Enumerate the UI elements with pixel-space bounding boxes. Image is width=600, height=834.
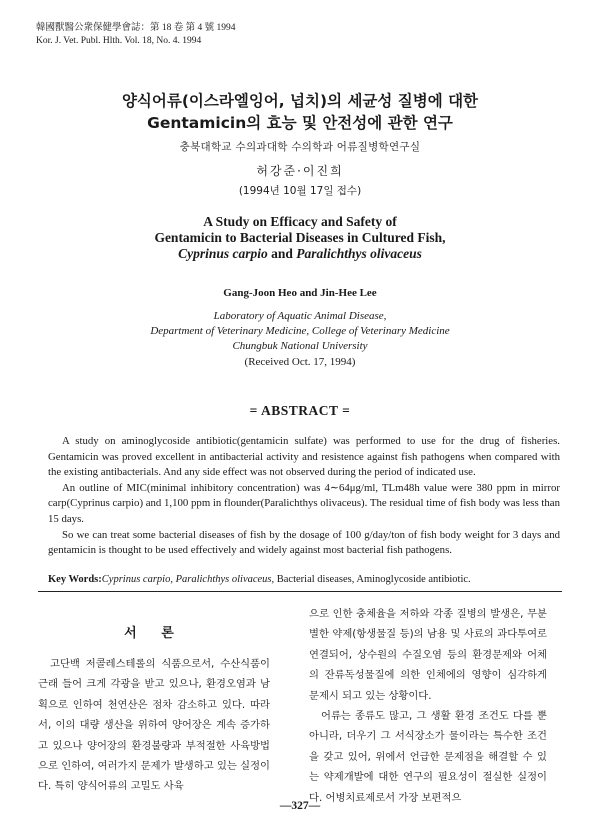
english-title-line3 — [0, 246, 600, 262]
section-divider — [38, 591, 562, 592]
intro-left-column — [38, 654, 270, 797]
korean-received-date: (1994년 10월 17일 접수) — [238, 185, 362, 197]
english-title — [0, 214, 600, 262]
affiliation-university: Chungbuk National University — [232, 340, 368, 352]
journal-header — [36, 22, 236, 48]
keywords-species: Cyprinus carpio, Paralichthys olivaceus, — [101, 574, 275, 585]
english-received-date: (Received Oct. 17, 1994) — [244, 356, 356, 368]
abstract-body — [48, 434, 560, 559]
abstract-paragraph-1: A study on aminoglycoside antibiotic(gentamicin sulfate) was performed to use for the drug of fisheries. Gentamicin was proved excellent in antibacterial activity and resistence against fish pathogens when compared with the existing antibacterials. And any side effect was not observed during the period of indicated use. — [48, 435, 560, 479]
english-title-line2: Gentamicin to Bacterial Diseases in Cultured Fish, — [154, 230, 446, 245]
journal-line-korean: 韓國獸醫公衆保健學會誌：第 18 卷 第 4 號 1994 — [36, 23, 236, 33]
introduction-heading: 서 론 — [124, 626, 184, 641]
affiliation-department: Department of Veterinary Medicine, College of Veterinary Medicine — [150, 325, 450, 337]
abstract-paragraph-3: So we can treat some bacterial diseases of fish by the dosage of 100 g/day/ton of fish body weight for 3 days and gentamicin is thought to be used effectively and widely against most bacterial fish pathogens. — [48, 528, 560, 557]
affiliation-lab: Laboratory of Aquatic Animal Disease, — [213, 310, 387, 322]
intro-right-paragraph-1: 으로 인한 충체율을 저하와 각종 질병의 발생은, 무분별한 약제(항생물질 등)의 남용 및 사료의 과다투여로 연결되어, 상수원의 수질오염 등의 환경문제와 어체의 잔류독성물질에 의한 인체에의 영향이 심각하게 문제시 되고 있는 상황이다. — [309, 608, 547, 702]
korean-affiliation: 충북대학교 수의과대학 수의학과 어류질병학연구실 — [179, 141, 421, 153]
intro-left-paragraph: 고단백 저콜레스테롤의 식품으로서, 수산식품이 근래 들어 크게 각광을 받고 있으나, 환경오염과 남획으로 인하여 천연산은 점차 감소하고 있다. 따라서, 이의 대량 생산을 위하여 양어장은 계속 증가하고 있으나 양어장의 환경불량과 부적절한 사육방법으로 인하여, 여러가지 문제가 발생하고 있는 실정이다. 특히 양식어류의 고밀도 사육 — [38, 658, 270, 793]
keywords — [48, 574, 578, 585]
keywords-label: Key Words: — [48, 574, 102, 585]
title-conjunction: and — [267, 246, 297, 261]
species-name-carp: Cyprinus carpio — [178, 246, 268, 261]
keywords-rest: Bacterial diseases, Aminoglycoside antibiotic. — [274, 574, 471, 585]
english-title-line1: A Study on Efficacy and Safety of — [203, 214, 397, 229]
intro-right-paragraph-2: 어류는 종류도 많고, 그 생활 환경 조건도 다를 뿐 아니라, 더우기 그 서식장소가 물이라는 특수한 조건을 갖고 있어, 위에서 언급한 문제점을 해결할 수 있는 약제개발에 대한 연구의 필요성이 절실한 실정이다. 어병치료제로서 가장 보편적으 — [309, 710, 547, 804]
abstract-heading: = ABSTRACT = — [249, 403, 351, 418]
korean-title-line2: Gentamicin의 효능 및 안전성에 관한 연구 — [147, 114, 453, 132]
korean-authors: 허강준·이진희 — [256, 164, 344, 178]
english-affiliation — [0, 309, 600, 354]
species-name-flounder: Paralichthys olivaceus — [296, 246, 422, 261]
abstract-paragraph-2: An outline of MIC(minimal inhibitory concentration) was 4∼64μg/ml, TLm48h value were 380 ppm in mirror carp(Cyprinus carpio) and 1,100 ppm in flounder(Paralichthys olivaceus). The residual time of fish body was less than 15 days. — [48, 481, 560, 525]
journal-line-english: Kor. J. Vet. Publ. Hlth. Vol. 18, No. 4. 1994 — [36, 36, 202, 46]
korean-title — [0, 90, 600, 134]
page-number: —327— — [279, 800, 321, 812]
english-authors: Gang-Joon Heo and Jin-Hee Lee — [223, 287, 377, 299]
korean-title-line1: 양식어류(이스라엘잉어, 넙치)의 세균성 질병에 대한 — [121, 92, 479, 110]
intro-right-column — [309, 604, 547, 808]
